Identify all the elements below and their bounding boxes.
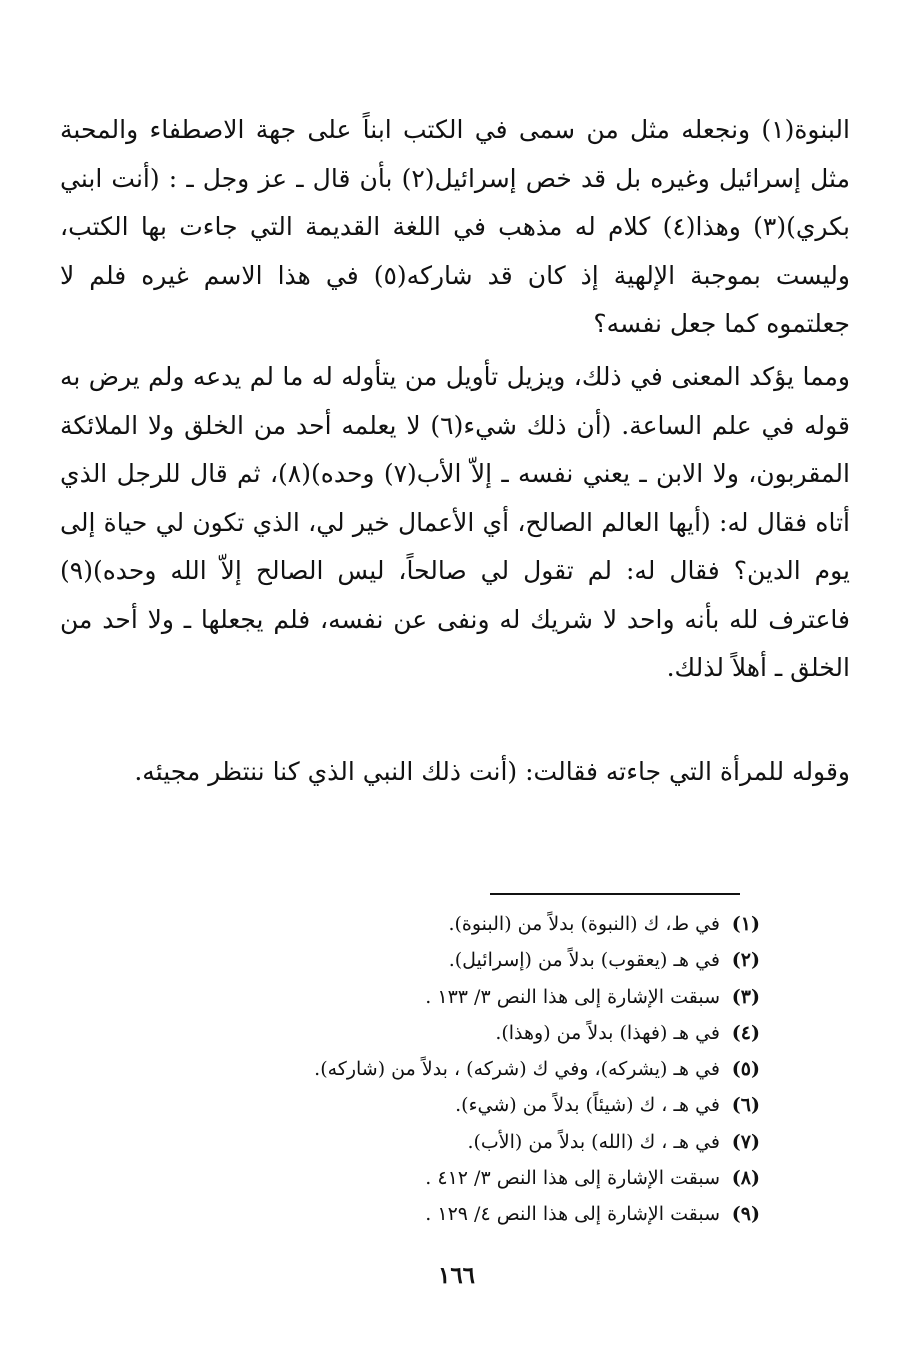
footnote-item [200, 906, 760, 942]
footnote-item [200, 1160, 760, 1196]
footnote-text: سبقت الإشارة إلى هذا النص ٣/ ١٣٣ . [425, 985, 720, 1008]
footnote-item [200, 1051, 760, 1087]
footnote-text: في هـ (يشركه)، وفي ك (شركه) ، بدلاً من (شاركه). [314, 1058, 720, 1081]
paragraph-2: ومما يؤكد المعنى في ذلك، ويزيل تأويل من يتأوله له ما لم يدعه ولم يرض به قوله في علم الساعة. (أن ذلك شيء(٦) لا يعلمه أحد من الخلق ولا الملائكة المقربون، ولا الابن ـ يعني نفسه ـ إلاّ الأب(٧) وحده)(٨)، ثم قال للرجل الذي أتاه فقال له: (أيها العالم الصالح، أي الأعمال خير لي، الذي تكون لي حياة إلى يوم الدين؟ فقال له: لم تقول لي صالحاً، ليس الصالح إلاّ الله وحده)(٩) فاعترف لله بأنه واحد لا شريك له ونفى عن نفسه، فلم يجعلها ـ ولا أحد من الخلق ـ أهلاً لذلك. [60, 362, 851, 682]
footnotes-list [200, 906, 760, 1233]
page-number: ١٦٦ [437, 1262, 476, 1289]
paragraph-1: البنوة(١) ونجعله مثل من سمى في الكتب ابناً على جهة الاصطفاء والمحبة مثل إسرائيل وغيره بل قد خص إسرائيل(٢) بأن قال ـ عز وجل ـ : (أنت ابني بكري)(٣) وهذا(٤) كلام له مذهب في اللغة القديمة التي جاءت بها الكتب، وليست بموجبة الإلهية إذ كان قد شاركه(٥) في هذا الاسم غيره فلم لا جعلتموه كما جعل نفسه؟ [60, 115, 850, 338]
footnote-number: (٥) [731, 1058, 760, 1081]
footnote-number: (٣) [731, 985, 760, 1008]
footnote-number: (٢) [731, 949, 760, 972]
footnote-item [200, 1015, 760, 1051]
footnote-text: في هـ (يعقوب) بدلاً من (إسرائيل). [448, 949, 720, 972]
footnote-item [200, 1087, 760, 1123]
footnote-text: في هـ ، ك (الله) بدلاً من (الأب). [467, 1130, 720, 1153]
footnote-text: سبقت الإشارة إلى هذا النص ٣/ ٤١٢ . [425, 1167, 720, 1190]
footnote-text: سبقت الإشارة إلى هذا النص ٤/ ١٢٩ . [425, 1203, 720, 1226]
footnote-item [200, 1124, 760, 1160]
footnote-number: (٤) [731, 1021, 760, 1044]
footnote-number: (٩) [731, 1203, 760, 1226]
footnote-separator [490, 893, 740, 895]
footnote-number: (١) [731, 913, 760, 935]
footnote-item [200, 979, 760, 1015]
footnote-text: في ط، ك (النبوة) بدلاً من (البنوة). [448, 913, 720, 935]
paragraph-3: وقوله للمرأة التي جاءته فقالت: (أنت ذلك النبي الذي كنا ننتظر مجيئه. [134, 757, 850, 786]
footnote-text: في هـ ، ك (شيئاً) بدلاً من (شيء). [455, 1094, 720, 1117]
footnote-text: في هـ (فهذا) بدلاً من (وهذا). [495, 1021, 720, 1044]
footnote-item [200, 942, 760, 978]
footnote-item [200, 1196, 760, 1232]
footnote-number: (٨) [731, 1167, 760, 1190]
footnote-number: (٦) [731, 1094, 760, 1117]
footnote-number: (٧) [731, 1130, 760, 1153]
